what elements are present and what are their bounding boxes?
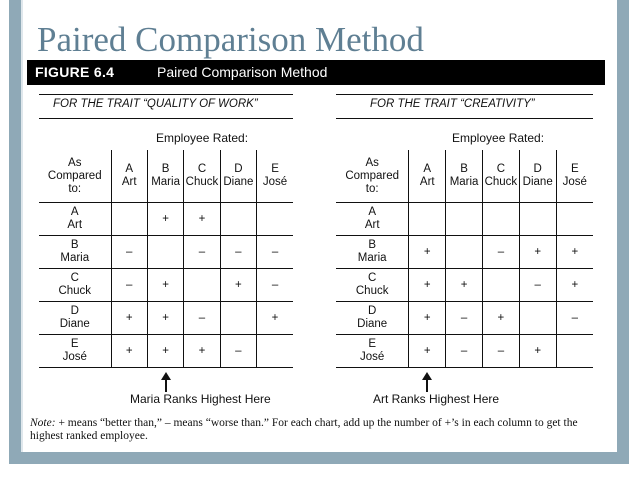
comparison-cell [111,203,147,236]
comparison-cell: – [482,335,519,368]
row-header [336,236,409,269]
compared-to-header-line: As [365,156,379,169]
comparison-cell: + [556,236,593,269]
compared-to-header-line: to: [365,182,379,195]
row-name: Art [67,219,83,231]
comparison-cell: + [409,236,446,269]
row-header [39,269,111,302]
column-letter: C [496,163,506,175]
comparison-cell: – [184,236,220,269]
table-row [39,335,293,368]
column-header-maria [147,150,183,203]
comparison-cell [257,203,293,236]
compared-to-header-line: Compared [47,169,102,182]
comparison-cell: – [184,302,220,335]
comparison-cell [482,269,519,302]
note-text: + means “better than,” – means “worse than.” For each chart, add up the number of +’s in each column to get the highest ranked employee. [30,417,578,442]
comparison-cell [556,335,593,368]
row-name: Art [364,219,380,231]
right-comparison-table [336,150,593,368]
left-employee-rated-label: Employee Rated: [156,131,249,145]
figure-title: Paired Comparison Method [157,64,328,80]
column-letter: E [570,163,579,175]
row-name: Maria [357,252,387,264]
table-row [336,269,593,302]
comparison-cell [409,203,446,236]
row-header [39,203,111,236]
column-header-josé [556,150,593,203]
comparison-cell: + [184,203,220,236]
comparison-cell: + [220,269,256,302]
row-name: Maria [60,252,90,264]
comparison-cell: – [220,335,256,368]
column-header-art [409,150,446,203]
table-row [39,203,293,236]
row-letter: E [368,338,377,350]
table-row [39,236,293,269]
comparison-cell: + [147,269,183,302]
left-rank-arrow [165,378,167,392]
row-letter: D [70,305,79,317]
column-name: Chuck [484,176,518,188]
comparison-cell: + [147,203,183,236]
row-name: Diane [59,318,90,330]
column-letter: A [423,163,432,175]
row-name: José [62,351,87,363]
column-name: Maria [151,176,180,188]
slide-frame-inner [21,0,23,464]
row-name: Chuck [58,285,92,297]
figure-header-bar [27,60,605,85]
left-trait-title: FOR THE TRAIT “QUALITY OF WORK” [53,98,258,110]
comparison-cell: – [556,302,593,335]
comparison-cell [446,236,483,269]
column-letter: E [271,163,279,175]
row-letter: C [70,272,79,284]
left-rank-arrowhead [161,372,171,380]
column-header-josé [257,150,293,203]
comparison-cell [519,203,556,236]
comparison-cell: – [482,236,519,269]
column-letter: B [460,163,468,175]
comparison-cell: + [482,302,519,335]
comparison-cell [220,203,256,236]
table-row [39,269,293,302]
column-name: Maria [449,176,479,188]
column-name: Art [121,176,137,188]
row-letter: E [70,338,79,350]
comparison-cell [257,335,293,368]
comparison-cell: – [220,236,256,269]
slide-frame-left [9,0,21,464]
column-header-art [111,150,147,203]
left-comparison-table [39,150,293,368]
comparison-cell: – [257,269,293,302]
comparison-cell [482,203,519,236]
comparison-cell: + [409,302,446,335]
comparison-cell: + [409,269,446,302]
slide-title: Paired Comparison Method [37,20,424,59]
comparison-cell: + [184,335,220,368]
row-letter: A [70,206,79,218]
comparison-cell: + [556,269,593,302]
column-header-chuck [482,150,519,203]
column-header-chuck [184,150,220,203]
left-rank-label: Maria Ranks Highest Here [130,392,271,406]
right-trait-title: FOR THE TRAIT “CREATIVITY” [370,98,535,110]
comparison-cell [446,203,483,236]
comparison-cell: + [519,236,556,269]
note-label: Note: [30,417,56,429]
comparison-cell: – [519,269,556,302]
right-rank-arrowhead [422,372,432,380]
column-name: Diane [522,176,553,188]
left-top-rule [39,94,293,95]
comparison-cell: – [111,269,147,302]
column-header-diane [519,150,556,203]
compared-to-header [336,150,409,203]
figure-note [30,417,600,443]
right-rank-arrow [426,378,428,392]
row-header [39,236,111,269]
slide-frame-right [617,0,629,464]
row-name: Diane [357,318,388,330]
comparison-cell: + [147,302,183,335]
column-letter: B [161,163,170,175]
column-name: José [262,176,288,188]
table-row [39,302,293,335]
compared-to-header-line: to: [68,182,82,195]
row-header [39,335,111,368]
column-header-diane [220,150,256,203]
slide-frame-bottom [9,452,629,464]
column-name: Diane [223,176,254,188]
comparison-cell: – [446,302,483,335]
row-letter: D [368,305,377,317]
comparison-cell [147,236,183,269]
comparison-cell: – [111,236,147,269]
row-header [336,203,409,236]
comparison-cell [184,269,220,302]
row-header [39,302,111,335]
column-name: Art [419,176,435,188]
row-header [336,269,409,302]
right-trait-rule [336,118,593,119]
row-name: Chuck [355,285,389,297]
comparison-cell: + [111,302,147,335]
compared-to-header [39,150,111,203]
left-trait-rule [39,118,293,119]
comparison-cell: + [147,335,183,368]
comparison-cell: – [257,236,293,269]
comparison-cell: + [519,335,556,368]
row-letter: B [368,239,377,251]
right-employee-rated-label: Employee Rated: [452,131,545,145]
comparison-cell: + [257,302,293,335]
comparison-cell [220,302,256,335]
row-header [336,302,409,335]
comparison-cell: + [446,269,483,302]
column-name: José [562,176,587,188]
table-row [336,236,593,269]
comparison-cell [556,203,593,236]
right-rank-label: Art Ranks Highest Here [373,392,500,406]
column-letter: D [533,163,542,175]
column-letter: A [125,163,134,175]
column-header-maria [446,150,483,203]
row-letter: A [368,206,377,218]
comparison-cell: + [409,335,446,368]
comparison-cell: – [446,335,483,368]
table-row [336,335,593,368]
column-letter: C [197,163,207,175]
compared-to-header-line: As [68,156,82,169]
figure-label: FIGURE 6.4 [35,64,115,80]
comparison-cell [519,302,556,335]
table-row [336,203,593,236]
compared-to-header-line: Compared [345,169,400,182]
row-letter: C [368,272,377,284]
row-header [336,335,409,368]
row-name: José [360,351,385,363]
row-letter: B [70,239,79,251]
table-row [336,302,593,335]
column-letter: D [234,163,243,175]
right-top-rule [336,94,593,95]
column-name: Chuck [185,176,219,188]
comparison-cell: + [111,335,147,368]
